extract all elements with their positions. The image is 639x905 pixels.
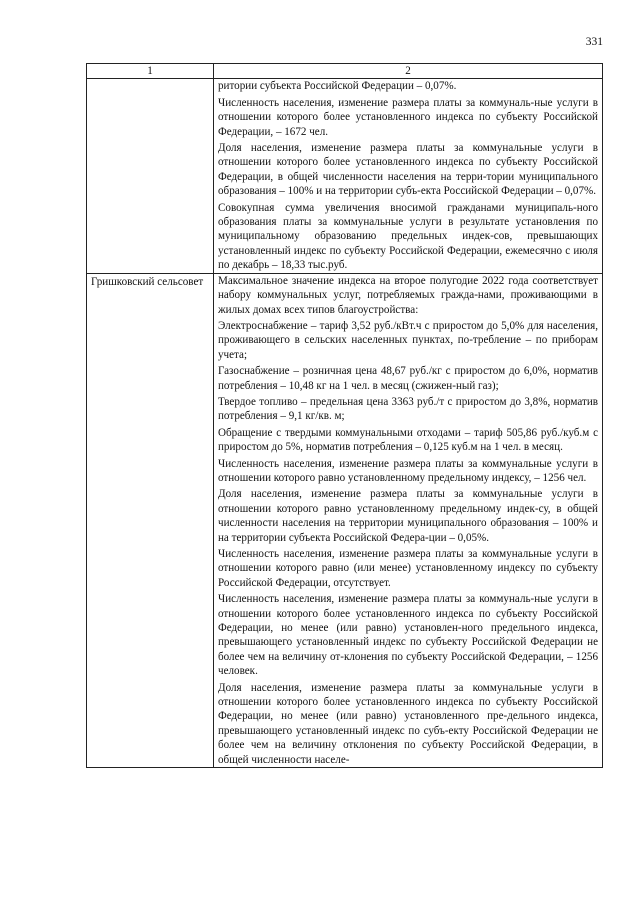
- description-cell: [214, 79, 603, 273]
- paragraph: Численность населения, изменение размера платы за коммуналь-ные услуги в отношении которого более установленного индекса по субъекту Российской Федерации, – 1672 чел.: [218, 96, 598, 138]
- paragraph: Численность населения, изменение размера платы за коммуналь-ные услуги в отношении которого более установленного индекса по субъекту Российской Федерации, но менее (или равно) установлен-ного предельного индекса, превышающего установленный индекс по субъекту Российской Федерации не более чем на величину от-клонения по субъекту Российской Федерации, – 1256 человек.: [218, 593, 598, 678]
- page-number: 331: [585, 36, 603, 48]
- municipality-cell: [87, 79, 214, 273]
- paragraph: Обращение с твердыми коммунальными отходами – тариф 505,86 руб./куб.м с приростом до 5%, норматив потребления – 0,125 куб.м на 1 чел. в месяц.: [218, 426, 598, 454]
- table-row: [87, 273, 603, 767]
- paragraph: ритории субъекта Российской Федерации – 0,07%.: [218, 80, 457, 93]
- table-row: [87, 79, 603, 273]
- column-header-2: 2: [214, 64, 603, 79]
- paragraph: Совокупная сумма увеличения вносимой гражданами муниципаль-ного образования платы за коммунальные услуги в результате установления по муниципальному образованию предельных индек-сов, превышающих установленный индекс по субъекту Российской Федерации, ежемесячно с июля по декабрь – 18,33 тыс.руб.: [218, 201, 598, 272]
- paragraph: Доля населения, изменение размера платы за коммунальные услуги в отношении которого более установленного индекса по субъекту Российской Федерации, но менее (или равно) установленного пре-дельного индекса, превышающего установленный индекс по субъ-екту Российской Федерации не более чем на величину отклонения по субъекту Российской Федерации, в общей численности населе-: [218, 681, 598, 766]
- paragraph: Твердое топливо – предельная цена 3363 руб./т с приростом до 3,8%, норматив потребления – 9,1 кг/кв. м;: [218, 395, 598, 423]
- paragraph: Численность населения, изменение размера платы за коммунальные услуги в отношении которого равно установленному предельному индексу, – 1256 чел.: [218, 457, 598, 484]
- paragraph: Электроснабжение – тариф 3,52 руб./кВт.ч с приростом до 5,0% для населения, проживающего в сельских населенных пунктах, по-требление – по приборам учета;: [218, 319, 598, 361]
- paragraph: Газоснабжение – розничная цена 48,67 руб./кг с приростом до 6,0%, норматив потребления – 10,48 кг на 1 чел. в месяц (сжижен-ный газ);: [218, 365, 598, 392]
- description-cell: [214, 273, 603, 767]
- municipality-cell: Гришковский сельсовет: [87, 273, 214, 767]
- paragraph: Доля населения, изменение размера платы за коммунальные услуги в отношении которого равно установленному предельному индек-су, в общей численности населения на территории муниципального образования – 100% и на территории субъекта Российской Федера-ции – 0,05%.: [218, 488, 598, 544]
- document-table: [86, 63, 603, 768]
- paragraph: Доля населения, изменение размера платы за коммунальные услуги в отношении которого более установленного индекса по субъекту Российской Федерации, в общей численности населения на терри-тории муниципального образования – 100% и на территории субъ-екта Российской Федерации – 0,07%.: [218, 142, 598, 198]
- column-header-1: 1: [87, 64, 214, 79]
- paragraph: Численность населения, изменение размера платы за коммунальные услуги в отношении которого равно (или менее) установленному индексу по субъекту Российской Федерации, отсутствует.: [218, 548, 598, 589]
- paragraph: Максимальное значение индекса на второе полугодие 2022 года соответствует набору коммунальных услуг, потребляемых гражда-нами, проживающими в жилых домах всех типов благоустройства:: [218, 274, 598, 316]
- table-header-row: [87, 64, 603, 79]
